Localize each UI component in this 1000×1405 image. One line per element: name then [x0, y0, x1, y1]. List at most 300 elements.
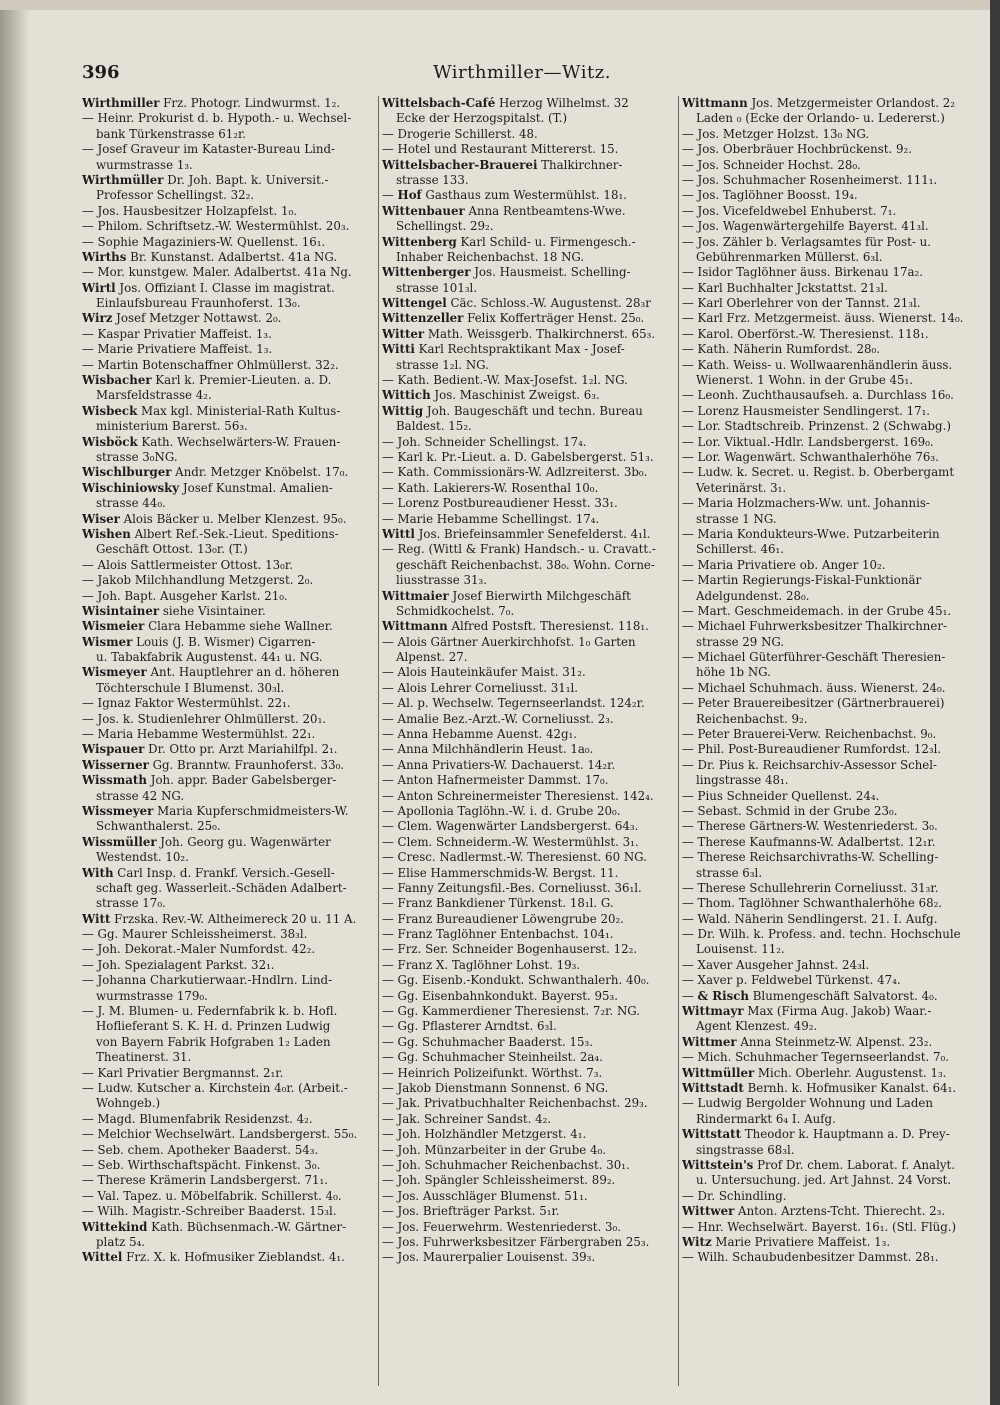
entry-text: Karl Frz. Metzgermeist. äuss. Wienerst. 14₀. [697, 311, 964, 326]
directory-entry-line [382, 1127, 675, 1142]
directory-entry-line [82, 358, 375, 373]
entry-surname: Wittenberg [382, 234, 457, 249]
repeat-dash: — [382, 126, 398, 141]
directory-entry-line [682, 188, 975, 203]
entry-text: Frz. X. k. Hofmusiker Zieblandst. 4₁. [122, 1250, 345, 1265]
entry-text: Melchior Wechselwärt. Landsbergerst. 55₀. [97, 1127, 358, 1142]
entry-text: Joh. appr. Bader Gabelsberger- [146, 773, 337, 788]
entry-text: Felix Kofferträger Henst. 25₀. [463, 311, 645, 326]
entry-text: siehe Visintainer. [159, 603, 266, 618]
directory-entry-line [382, 619, 675, 634]
entry-text: Agent Klenzest. 49₂. [696, 1019, 818, 1034]
entry-text: Gg. Eisenb.-Kondukt. Schwanthalerh. 40₀. [397, 973, 650, 988]
entry-text: Marie Hebamme Schellingst. 17₄. [397, 511, 600, 526]
directory-entry-line [382, 850, 675, 865]
top-edge [0, 0, 990, 10]
repeat-dash: — [682, 203, 698, 218]
repeat-dash: — [382, 880, 398, 895]
repeat-dash: — [382, 465, 398, 480]
entry-text: liusstrasse 31₃. [396, 573, 487, 588]
entry-text: Sebast. Schmid in der Grube 23₀. [697, 803, 898, 818]
entry-text: Kath. Bedient.-W. Max-Josefst. 1₂l. NG. [397, 373, 628, 388]
entry-surname: Witz [682, 1234, 712, 1249]
entry-text: Ludw. k. Secret. u. Regist. b. Oberbergamt [697, 465, 955, 480]
directory-entry-line [382, 1158, 675, 1173]
directory-entry-line [682, 958, 975, 973]
directory-entry-line [682, 142, 975, 157]
directory-entry-line [82, 896, 375, 911]
entry-text: Gg. Kammerdiener Theresienst. 7₂r. NG. [397, 1004, 641, 1019]
repeat-dash: — [82, 111, 98, 126]
entry-text: Lorenz Hausmeister Sendlingerst. 17₁. [697, 403, 931, 418]
entry-surname: Witti [382, 342, 415, 357]
directory-entry-line [82, 265, 375, 280]
entry-text: Gg. Maurer Schleissheimerst. 38₃l. [97, 927, 308, 942]
entry-text: Frz. Photogr. Lindwurmst. 1₂. [159, 96, 341, 110]
entry-text: Jos. Offiziant I. Classe im magistrat. [115, 280, 335, 295]
directory-entry-line [82, 789, 375, 804]
repeat-dash: — [682, 434, 698, 449]
entry-text: Karl k. Premier-Lieuten. a. D. [151, 373, 332, 388]
entry-text: Michael Schuhmach. äuss. Wienerst. 24₀. [697, 680, 946, 695]
entry-text: Alois Hauteinkäufer Maist. 31₂. [397, 665, 586, 680]
entry-text: Joh. Schuhmacher Reichenbachst. 30₁. [397, 1157, 630, 1172]
directory-entry-line [382, 958, 675, 973]
directory-entry-line [382, 204, 675, 219]
entry-text: Jos. Oberbräuer Hochbrückenst. 9₂. [697, 142, 912, 157]
entry-text: Anna Privatiers-W. Dachauerst. 14₂r. [397, 757, 616, 772]
directory-entry-line [682, 773, 975, 788]
entry-text: strasse 29 NG. [696, 634, 785, 649]
repeat-dash: — [382, 665, 398, 680]
entry-surname: Wirths [82, 249, 127, 264]
repeat-dash: — [382, 1157, 398, 1172]
entry-text: Alpenst. 27. [396, 650, 468, 665]
entry-text: Martin Botenschaffner Ohlmüllerst. 32₂. [97, 357, 339, 372]
entry-text: Franz Bureaudiener Löwengrube 20₂. [397, 911, 624, 926]
directory-entry-line [382, 973, 675, 988]
entry-text: Theodor k. Hauptmann a. D. Prey- [741, 1127, 950, 1142]
directory-entry-line [382, 1204, 675, 1219]
entry-surname: Witt [82, 911, 111, 926]
entry-text: Joh. Baugeschäft und techn. Bureau [423, 403, 643, 418]
directory-entry-line [82, 1081, 375, 1096]
repeat-dash: — [82, 326, 98, 341]
repeat-dash: — [82, 1004, 98, 1019]
directory-entry-line [82, 111, 375, 126]
repeat-dash: — [382, 988, 398, 1003]
entry-text: Xaver Ausgeher Jahnst. 24₃l. [697, 957, 870, 972]
directory-entry-line [82, 373, 375, 388]
directory-entry-line [82, 866, 375, 881]
entry-text: Leonh. Zuchthausaufseh. a. Durchlass 16₀. [697, 388, 954, 403]
entry-text: Jos. Maschinist Zweigst. 6₃. [430, 388, 600, 403]
entry-text: Kaspar Privatier Maffeist. 1₃. [97, 326, 272, 341]
entry-text: Jos. k. Studienlehrer Ohlmüllerst. 20₁. [97, 711, 327, 726]
entry-text: Joh. Holzhändler Metzgerst. 4₁. [397, 1127, 587, 1142]
entry-surname: Wittekind [82, 1219, 148, 1234]
entry-text: Mich. Oberlehr. Augustenst. 1₃. [754, 1065, 947, 1080]
repeat-dash: — [382, 727, 398, 742]
repeat-dash: — [82, 1142, 98, 1157]
entry-surname: Wischlburger [82, 465, 172, 480]
repeat-dash: — [682, 280, 698, 295]
repeat-dash: — [382, 1034, 398, 1049]
entry-text: Thalkirchner- [537, 157, 623, 172]
directory-entry-line [682, 635, 975, 650]
directory-entry-line [82, 404, 375, 419]
directory-entry-line [682, 1250, 975, 1265]
directory-entry-line [382, 265, 675, 280]
directory-entry-line [82, 496, 375, 511]
directory-entry-line [682, 281, 975, 296]
entry-surname: Wittenzeller [382, 311, 464, 326]
entry-text: Wilh. Schaubudenbesitzer Dammst. 28₁. [697, 1250, 939, 1265]
entry-text: Math. Weissgerb. Thalkirchnerst. 65₃. [424, 326, 656, 341]
repeat-dash: — [82, 927, 98, 942]
entry-text: Gg. Pflasterer Arndtst. 6₃l. [397, 1019, 557, 1034]
directory-entry-line [382, 512, 675, 527]
directory-entry-line [382, 419, 675, 434]
entry-surname: Wirtl [82, 280, 116, 295]
repeat-dash: — [682, 650, 698, 665]
directory-entry-line [682, 358, 975, 373]
directory-entry-line [682, 265, 975, 280]
entry-text: Dr. Schindling. [697, 1188, 787, 1203]
entry-text: Amalie Bez.-Arzt.-W. Corneliusst. 2₃. [397, 711, 614, 726]
repeat-dash: — [82, 1081, 98, 1095]
directory-entry-line [82, 219, 375, 234]
directory-entry-line [682, 789, 975, 804]
repeat-dash: — [82, 342, 98, 357]
repeat-dash: — [82, 942, 98, 957]
entry-text: Alois Gärtner Auerkirchhofst. 1₀ Garten [397, 634, 636, 649]
directory-entry-line [82, 311, 375, 326]
repeat-dash: — [682, 911, 698, 926]
entry-text: Frzska. Rev.-W. Altheimereck 20 u. 11 A. [110, 911, 357, 926]
directory-entry-line [382, 758, 675, 773]
directory-entry-line [82, 173, 375, 188]
entry-text: Franz Taglöhner Entenbachst. 104₁. [397, 927, 614, 942]
directory-entry-line [382, 496, 675, 511]
entry-text: Josef Kunstmal. Amalien- [179, 480, 333, 495]
directory-entry-line [82, 604, 375, 619]
directory-entry-line [82, 1220, 375, 1235]
entry-text: u. Untersuchung. jed. Art Jahnst. 24 Vorst. [696, 1173, 952, 1188]
directory-entry-line [382, 311, 675, 326]
entry-text: Heinr. Prokurist d. b. Hypoth.- u. Wechsel- [97, 111, 352, 126]
repeat-dash: — [82, 957, 98, 972]
entry-text: Gg. Schuhmacher Steinheilst. 2a₄. [397, 1050, 603, 1065]
repeat-dash: — [382, 850, 398, 865]
entry-surname: Wittel [82, 1250, 123, 1265]
directory-entry-line [82, 989, 375, 1004]
repeat-dash: — [382, 742, 398, 757]
repeat-dash: — [382, 1065, 398, 1080]
directory-entry-line [682, 481, 975, 496]
entry-text: Hotel und Restaurant Mittererst. 15. [397, 142, 619, 157]
directory-entry-line [682, 250, 975, 265]
entry-text: Frz. Ser. Schneider Bogenhauserst. 12₂. [397, 942, 638, 957]
directory-entry-line [682, 527, 975, 542]
repeat-dash: — [382, 1234, 398, 1249]
entry-text: Rindermarkt 6₄ I. Aufg. [696, 1111, 836, 1126]
directory-entry-line [682, 558, 975, 573]
entry-text: bank Türkenstrasse 61₂r. [96, 126, 247, 141]
entry-text: Reichenbachst. 9₂. [696, 711, 808, 726]
entry-text: Joh. Georg gu. Wagenwärter [156, 834, 331, 849]
entry-text: Jak. Schreiner Sandst. 4₂. [397, 1111, 552, 1126]
directory-entry-line [382, 373, 675, 388]
directory-entry-line [682, 1004, 975, 1019]
repeat-dash: — [682, 142, 698, 157]
entry-text: Maria Kupferschmidmeisters-W. [153, 803, 349, 818]
repeat-dash: — [682, 172, 698, 187]
repeat-dash: — [682, 896, 698, 911]
entry-text: Lor. Stadtschreib. Prinzenst. 2 (Schwabg.) [697, 419, 951, 434]
entry-surname: Wittmaier [382, 588, 449, 603]
entry-text: Ant. Hauptlehrer an d. höheren [146, 665, 340, 680]
repeat-dash: — [382, 142, 398, 157]
entry-surname: Wismeyer [82, 665, 147, 680]
entry-text: strasse 3₀NG. [96, 449, 178, 464]
directory-entry-line [382, 327, 675, 342]
entry-text: Schmidkochelst. 7₀. [396, 603, 515, 618]
directory-entry-line [382, 866, 675, 881]
repeat-dash: — [82, 1173, 98, 1188]
entry-text: Max (Firma Aug. Jakob) Waar.- [743, 1004, 932, 1019]
directory-entry-line [82, 435, 375, 450]
entry-text: Schellingst. 29₂. [396, 219, 494, 234]
directory-entry-line [682, 1066, 975, 1081]
directory-entry-line [382, 742, 675, 757]
entry-surname: Wittmer [682, 1034, 737, 1049]
entry-text: Elise Hammerschmids-W. Bergst. 11. [397, 865, 619, 880]
repeat-dash: — [382, 1204, 398, 1219]
entry-text: Br. Kunstanst. Adalbertst. 41a NG. [126, 249, 338, 264]
directory-entry-line [382, 465, 675, 480]
running-head: Wirthmiller—Witz. [433, 62, 611, 83]
repeat-dash: — [382, 957, 398, 972]
repeat-dash: — [682, 157, 698, 172]
directory-entry-line [82, 542, 375, 557]
directory-entry-line [682, 450, 975, 465]
directory-entry-line [682, 235, 975, 250]
entry-surname: Wishen [82, 526, 131, 541]
repeat-dash: — [82, 1188, 98, 1203]
directory-entry-line [682, 158, 975, 173]
directory-entry-line [682, 866, 975, 881]
entry-surname: Wiser [82, 511, 120, 526]
repeat-dash: — [382, 896, 398, 911]
entry-text: strasse 6₃l. [696, 865, 763, 880]
entry-text: Anna Steinmetz-W. Alpenst. 23₂. [736, 1034, 933, 1049]
directory-entry-line [682, 604, 975, 619]
repeat-dash: — [682, 988, 698, 1003]
directory-entry-line [382, 542, 675, 557]
repeat-dash: — [682, 819, 698, 834]
repeat-dash: — [382, 434, 398, 449]
repeat-dash: — [382, 496, 398, 511]
entry-surname: Wissmeyer [82, 803, 154, 818]
repeat-dash: — [82, 557, 98, 572]
entry-text: Mart. Geschmeidemach. in der Grube 45₁. [697, 603, 952, 618]
entry-text: Gasthaus zum Westermühlst. 18₁. [421, 188, 627, 203]
repeat-dash: — [82, 573, 98, 588]
directory-entry-line [82, 296, 375, 311]
entry-text: Clem. Schneiderm.-W. Westermühlst. 3₁. [397, 834, 639, 849]
entry-surname: Hof [397, 188, 422, 203]
directory-entry-line [682, 1081, 975, 1096]
entry-text: ministerium Barerst. 56₃. [96, 419, 248, 434]
entry-surname: Wissmath [82, 773, 147, 788]
entry-text: Cresc. Nadlermst.-W. Theresienst. 60 NG. [397, 850, 647, 865]
entry-text: geschäft Reichenbachst. 38₀. Wohn. Corne- [396, 557, 655, 572]
directory-entry-line [382, 142, 675, 157]
entry-text: Karol. Oberförst.-W. Theresienst. 118₁. [697, 326, 929, 341]
directory-entry-line [382, 1096, 675, 1111]
repeat-dash: — [682, 296, 698, 311]
entry-text: strasse 17₀. [96, 896, 166, 911]
repeat-dash: — [382, 803, 398, 818]
directory-entry-line [682, 1204, 975, 1219]
entry-surname: Wischiniowsky [82, 480, 180, 495]
directory-entry-line [382, 173, 675, 188]
directory-entry-line [382, 942, 675, 957]
directory-entry-line [382, 604, 675, 619]
directory-entry-line [382, 1035, 675, 1050]
directory-entry-line [682, 1143, 975, 1158]
binding-shadow [0, 0, 30, 1405]
entry-text: Sophie Magaziniers-W. Quellenst. 16₁. [97, 234, 326, 249]
directory-entry-line [82, 1035, 375, 1050]
repeat-dash: — [82, 265, 98, 280]
entry-text: Albert Ref.-Sek.-Lieut. Speditions- [130, 526, 339, 541]
entry-text: Joh. Spezialagent Parkst. 32₁. [97, 957, 275, 972]
directory-entry-line [682, 311, 975, 326]
repeat-dash: — [382, 927, 398, 942]
repeat-dash: — [382, 1050, 398, 1065]
directory-entry-line [382, 481, 675, 496]
repeat-dash: — [382, 834, 398, 849]
repeat-dash: — [382, 1219, 398, 1234]
entry-text: Joh. Schneider Schellingst. 17₄. [397, 434, 587, 449]
directory-entry-line [82, 235, 375, 250]
directory-entry-line [82, 142, 375, 157]
directory-entry-line [382, 1173, 675, 1188]
entry-text: Josef Metzger Nottawst. 2₀. [112, 311, 282, 326]
entry-text: Jos. Feuerwehrm. Westenriederst. 3₀. [397, 1219, 622, 1234]
directory-entry-line [382, 158, 675, 173]
entry-text: Anna Hebamme Auenst. 42g₁. [397, 727, 578, 742]
entry-text: Karl Schild- u. Firmengesch.- [456, 234, 636, 249]
entry-text: Peter Brauerei-Verw. Reichenbachst. 9₀. [697, 727, 937, 742]
entry-text: Anna Rentbeamtens-Wwe. [464, 203, 626, 218]
entry-text: u. Tabakfabrik Augustenst. 44₁ u. NG. [96, 650, 323, 665]
entry-text: Jakob Dienstmann Sonnenst. 6 NG. [397, 1081, 609, 1095]
repeat-dash: — [682, 788, 698, 803]
entry-text: Maria Kondukteurs-Wwe. Putzarbeiterin [697, 526, 940, 541]
directory-entry-line [382, 635, 675, 650]
entry-surname: Wisböck [82, 434, 138, 449]
entry-text: Reg. (Wittl & Frank) Handsch.- u. Cravatt.- [397, 542, 656, 557]
entry-text: Anton Hafnermeister Dammst. 17₀. [397, 773, 609, 788]
entry-text: Wilh. Magistr.-Schreiber Baaderst. 15₃l. [97, 1204, 337, 1219]
repeat-dash: — [382, 1081, 398, 1095]
directory-entry-line [82, 1189, 375, 1204]
entry-text: Carl Insp. d. Frankf. Versich.-Gesell- [113, 865, 335, 880]
entry-text: Isidor Taglöhner äuss. Birkenau 17a₂. [697, 265, 924, 280]
entry-text: Lor. Wagenwärt. Schwanthalerhöhe 76₃. [697, 449, 939, 464]
entry-text: Kath. Näherin Rumfordst. 28₀. [697, 342, 881, 357]
repeat-dash: — [82, 973, 98, 988]
repeat-dash: — [82, 727, 98, 742]
directory-entry-line [82, 758, 375, 773]
entry-text: Anton. Arztens-Tcht. Thierecht. 2₃. [734, 1204, 946, 1219]
entry-text: strasse 133. [396, 172, 469, 187]
repeat-dash: — [382, 449, 398, 464]
entry-text: Al. p. Wechselw. Tegernseerlandst. 124₂r. [397, 696, 645, 711]
entry-surname: Wismeier [82, 619, 145, 634]
directory-entry-line [82, 1066, 375, 1081]
repeat-dash: — [682, 742, 698, 757]
directory-entry-line [382, 1081, 675, 1096]
entry-text: Karl Buchhalter Jckstattst. 21₃l. [697, 280, 888, 295]
entry-text: Alfred Postsft. Theresienst. 118₁. [447, 619, 649, 634]
directory-entry-line [682, 1096, 975, 1111]
entry-text: Joh. Dekorat.-Maler Numfordst. 42₂. [97, 942, 316, 957]
entry-text: Andr. Metzger Knöbelst. 17₀. [171, 465, 349, 480]
directory-entry-line [382, 1066, 675, 1081]
entry-text: Jos. Briefträger Parkst. 5₁r. [397, 1204, 560, 1219]
repeat-dash: — [82, 357, 98, 372]
entry-text: schaft geg. Wasserleit.-Schäden Adalbert- [96, 880, 347, 895]
entry-text: Josef Graveur im Kataster-Bureau Lind- [97, 142, 335, 157]
directory-entry-line [382, 96, 675, 111]
entry-text: Thom. Taglöhner Schwanthalerhöhe 68₂. [697, 896, 943, 911]
directory-entry-line [682, 219, 975, 234]
directory-entry-line [82, 465, 375, 480]
repeat-dash: — [682, 696, 698, 711]
repeat-dash: — [382, 634, 398, 649]
entry-text: Einlaufsbureau Fraunhoferst. 13₀. [96, 296, 301, 311]
entry-surname: With [82, 865, 114, 880]
repeat-dash: — [682, 219, 698, 234]
repeat-dash: — [682, 680, 698, 695]
directory-entry-line [382, 835, 675, 850]
repeat-dash: — [382, 788, 398, 803]
entry-surname: Wissmüller [82, 834, 157, 849]
directory-entry-line [382, 819, 675, 834]
entry-text: Therese Kaufmanns-W. Adalbertst. 12₁r. [697, 834, 936, 849]
repeat-dash: — [382, 1250, 398, 1265]
entry-text: Dr. Joh. Bapt. k. Universit.- [163, 172, 329, 187]
entry-text: Seb. chem. Apotheker Baaderst. 54₃. [97, 1142, 319, 1157]
repeat-dash: — [82, 1157, 98, 1172]
directory-entry-line [382, 789, 675, 804]
entry-text: Jos. Schneider Hochst. 28₀. [697, 157, 861, 172]
directory-entry-line [82, 804, 375, 819]
entry-text: Louisenst. 11₂. [696, 942, 785, 957]
repeat-dash: — [382, 1004, 398, 1019]
entry-text: Michael Fuhrwerksbesitzer Thalkirchner- [697, 619, 948, 634]
directory-entry-line [682, 542, 975, 557]
directory-entry-line [82, 696, 375, 711]
directory-entry-line [382, 989, 675, 1004]
repeat-dash: — [82, 1127, 98, 1142]
repeat-dash: — [382, 1111, 398, 1126]
directory-entry-line [382, 1235, 675, 1250]
